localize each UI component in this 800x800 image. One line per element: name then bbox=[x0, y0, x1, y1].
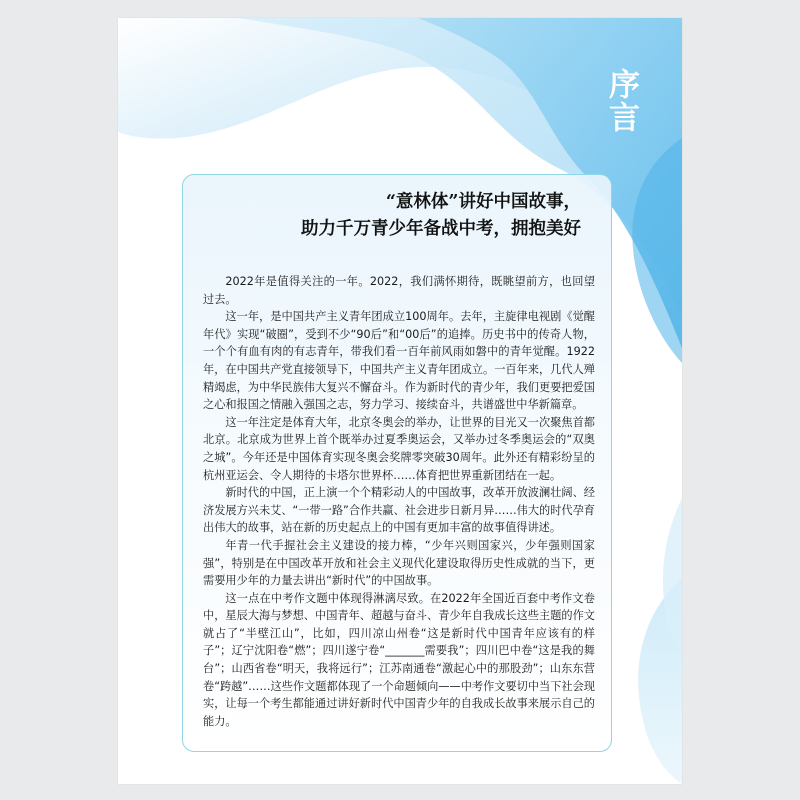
paragraph: 年青一代手握社会主义建设的接力棒，“少年兴则国家兴，少年强则国家强”，特别是在中国改革开放和社会主义现代化建设取得历史性成就的当下，更需要用少年的力量去讲出“新时代”的中国故事。 bbox=[203, 538, 595, 588]
paragraph: 这一年，是中国共产主义青年团成立100周年。去年，主旋律电视剧《觉醒年代》实现“破圈”，受到不少“90后”和“00后”的追捧。历史书中的传奇人物，一个个有血有肉的有志青年，带我们看一百年前风雨如磐中的青年觉醒。1922年，在中国共产党直接领导下，中国共产主义青年团成立。一百年来，几代人殚精竭虑，为中华民族伟大复兴不懈奋斗。作为新时代的青少年，我们更要把爱国之心和报国之情融入强国之志，努力学习、接续奋斗，共谱盛世中华新篇章。 bbox=[203, 310, 595, 412]
paragraph: 这一点在中考作文题中体现得淋漓尽致。在2022年全国近百套中考作文卷中，星辰大海与梦想、中国青年、超越与奋斗、青少年自我成长这些主题的作文就占了“半壁江山”，比如，四川凉山州卷“这是新时代中国青年应该有的样子”；辽宁沈阳卷“燃”；四川遂宁卷“_______需要我”；四川巴中卷“这是我的舞台”；山西省卷“明天，我将远行”；江苏南通卷“激起心中的那股劲”；山东东营卷“跨越”……这些作文题都体现了一个命题倾向——中考作文要切中当下社会现实，让每一个考生都能通过讲好新时代中国青少年的自我成长故事来展示自己的能力。 bbox=[203, 591, 595, 728]
paragraph: 新时代的中国，正上演一个个精彩动人的中国故事，改革开放波澜壮阔、经济发展方兴未艾、“一带一路”合作共赢、社会进步日新月异……伟大的时代孕育出伟大的故事，站在新的历史起点上的中国有更加丰富的故事值得讲述。 bbox=[203, 486, 595, 535]
headline bbox=[301, 189, 581, 243]
headline-line-2: 助力千万青少年备战中考，拥抱美好 bbox=[301, 219, 581, 239]
section-title: 序言 bbox=[603, 68, 639, 134]
headline-line-1: “意林体”讲好中国故事， bbox=[385, 192, 581, 212]
book-page bbox=[118, 18, 682, 784]
preface-body bbox=[203, 273, 595, 730]
paragraph: 这一年注定是体育大年，北京冬奥会的举办，让世界的目光又一次聚焦首都北京。北京成为世界上首个既举办过夏季奥运会，又举办过冬季奥运会的“双奥之城”。今年还是中国体育实现冬奥会奖牌零突破30周年。此外还有精彩纷呈的杭州亚运会、令人期待的卡塔尔世界杯……体育把世界重新团结在一起。 bbox=[203, 415, 595, 482]
paragraph: 2022年是值得关注的一年。2022，我们满怀期待，既眺望前方，也回望过去。 bbox=[203, 275, 595, 306]
preface-card bbox=[182, 174, 612, 752]
